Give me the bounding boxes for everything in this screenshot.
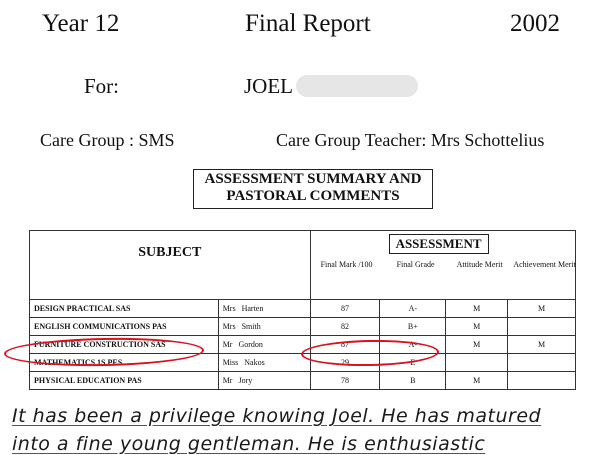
- subject-cell: FURNITURE CONSTRUCTION SAS: [30, 336, 219, 354]
- assessment-header-cell: [310, 231, 575, 300]
- table-row: [30, 372, 576, 390]
- achievement-cell: M: [508, 300, 576, 318]
- attitude-cell: M: [446, 372, 508, 390]
- teacher-cell: [218, 318, 310, 336]
- care-teacher-label: Care Group Teacher:: [276, 130, 427, 150]
- subject-header: SUBJECT: [30, 231, 311, 300]
- subject-cell: DESIGN PRACTICAL SAS: [30, 300, 219, 318]
- subject-cell: ENGLISH COMMUNICATIONS PAS: [30, 318, 219, 336]
- handwritten-comment-line2: into a fine young gentleman. He is enthusiastic: [12, 433, 486, 455]
- teacher-cell: [218, 336, 310, 354]
- attitude-cell: [446, 354, 508, 372]
- col-final-mark: Final Mark /100: [320, 260, 373, 269]
- mark-cell: 29: [310, 354, 380, 372]
- col-achievement-merit: Achievement Merit: [513, 260, 576, 269]
- care-group: [40, 130, 175, 151]
- achievement-cell: M: [508, 336, 576, 354]
- redacted-surname: [296, 75, 418, 97]
- summary-title-line1: ASSESSMENT SUMMARY AND: [204, 171, 422, 187]
- assessment-summary-title: [193, 169, 433, 209]
- table-header-row: [30, 231, 576, 300]
- achievement-cell: [508, 318, 576, 336]
- table-row: [30, 318, 576, 336]
- teacher-name: Harten: [241, 304, 264, 313]
- student-name: JOEL: [244, 74, 293, 98]
- grade-cell: E: [380, 354, 446, 372]
- attitude-cell: M: [446, 336, 508, 354]
- col-attitude-merit: Attitude Merit: [456, 260, 503, 269]
- teacher-cell: [218, 354, 310, 372]
- mark-cell: 78: [310, 372, 380, 390]
- care-teacher-value: Mrs Schottelius: [430, 130, 545, 150]
- teacher-name: Nakos: [244, 358, 265, 367]
- for-label: For:: [84, 74, 120, 98]
- mark-cell: 82: [310, 318, 380, 336]
- teacher-title: Mrs: [222, 322, 236, 331]
- grade-cell: B+: [380, 318, 446, 336]
- teacher-title: Mr: [222, 376, 233, 385]
- care-group-label: Care Group :: [40, 130, 134, 150]
- attitude-cell: M: [446, 300, 508, 318]
- teacher-cell: [218, 300, 310, 318]
- care-group-teacher: [276, 130, 544, 151]
- assessment-header: ASSESSMENT: [389, 234, 489, 254]
- teacher-name: Smith: [241, 322, 261, 331]
- teacher-name: Gordon: [238, 340, 263, 349]
- subject-cell: PHYSICAL EDUCATION PAS: [30, 372, 219, 390]
- report-year: 2002: [510, 10, 560, 37]
- teacher-cell: [218, 372, 310, 390]
- achievement-cell: [508, 372, 576, 390]
- handwritten-comment-line1: It has been a privilege knowing Joel. He has matured: [12, 405, 542, 427]
- mark-cell: 87: [310, 336, 380, 354]
- subject-cell: MATHEMATICS 1S PES: [30, 354, 219, 372]
- report-title: Final Report: [245, 10, 371, 37]
- care-group-value: SMS: [138, 130, 175, 150]
- grade-cell: A-: [380, 300, 446, 318]
- achievement-cell: [508, 354, 576, 372]
- mark-cell: 87: [310, 300, 380, 318]
- table-row: [30, 300, 576, 318]
- grade-cell: A-: [380, 336, 446, 354]
- summary-title-line2: PASTORAL COMMENTS: [226, 188, 400, 204]
- grade-cell: B: [380, 372, 446, 390]
- teacher-name: Jory: [238, 376, 253, 385]
- attitude-cell: M: [446, 318, 508, 336]
- teacher-title: Mrs: [222, 304, 236, 313]
- teacher-title: Miss: [222, 358, 239, 367]
- year-level: Year 12: [42, 10, 120, 37]
- teacher-title: Mr: [222, 340, 233, 349]
- col-final-grade: Final Grade: [396, 260, 435, 269]
